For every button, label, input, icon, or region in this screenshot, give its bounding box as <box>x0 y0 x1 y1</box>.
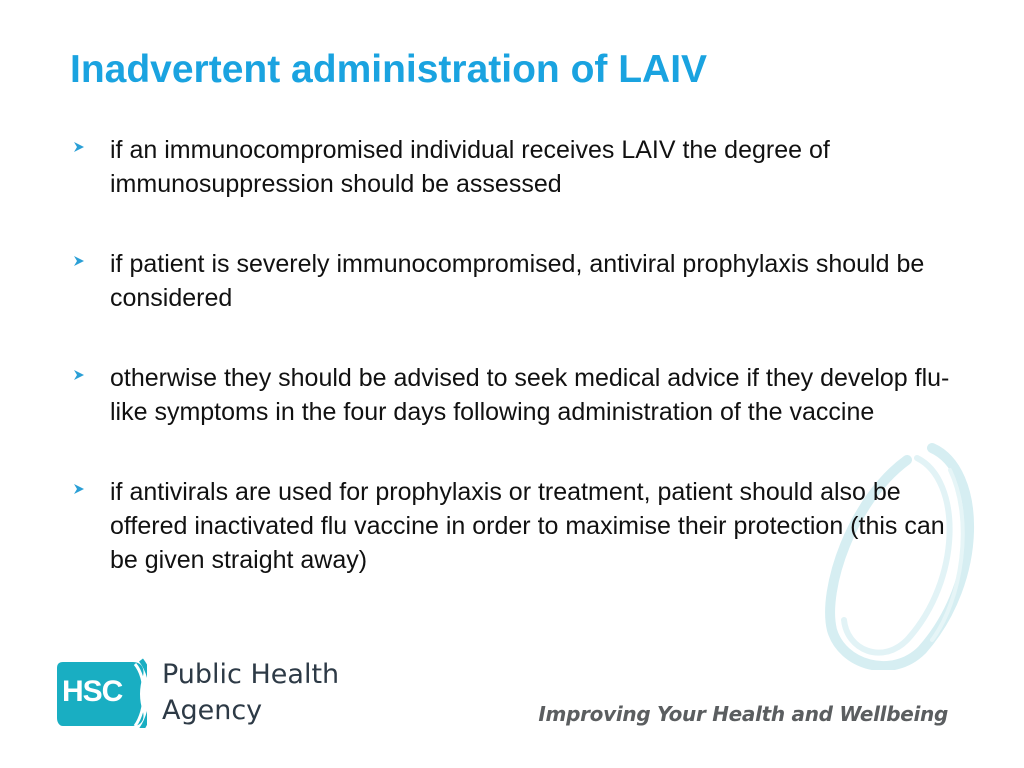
logo-badge-text: HSC <box>62 675 123 708</box>
logo-line-1: Public Health <box>162 659 340 690</box>
list-item <box>70 361 960 429</box>
bullet-text: if an immunocompromised individual receives LAIV the degree of immunosuppression should be assessed <box>110 136 830 198</box>
arrow-bullet-icon <box>72 254 86 268</box>
arrow-bullet-icon <box>72 140 86 154</box>
bullet-text: if patient is severely immunocompromised, antiviral prophylaxis should be considered <box>110 250 925 312</box>
tagline: Improving Your Health and Wellbeing <box>538 702 948 726</box>
list-item <box>70 475 960 577</box>
list-item <box>70 247 960 315</box>
logo-line-2: Agency <box>162 695 263 726</box>
bullet-list <box>70 133 960 577</box>
bullet-text: otherwise they should be advised to seek medical advice if they develop flu-like symptoms in the four days following administration of the vaccine <box>110 364 950 426</box>
public-health-agency-logo <box>55 658 355 738</box>
arrow-bullet-icon <box>72 482 86 496</box>
list-item <box>70 133 960 201</box>
bullet-text: if antivirals are used for prophylaxis or treatment, patient should also be offered inactivated flu vaccine in order to maximise their protection (this can be given straight away) <box>110 478 945 574</box>
arrow-bullet-icon <box>72 368 86 382</box>
slide-title: Inadvertent administration of LAIV <box>70 48 708 91</box>
